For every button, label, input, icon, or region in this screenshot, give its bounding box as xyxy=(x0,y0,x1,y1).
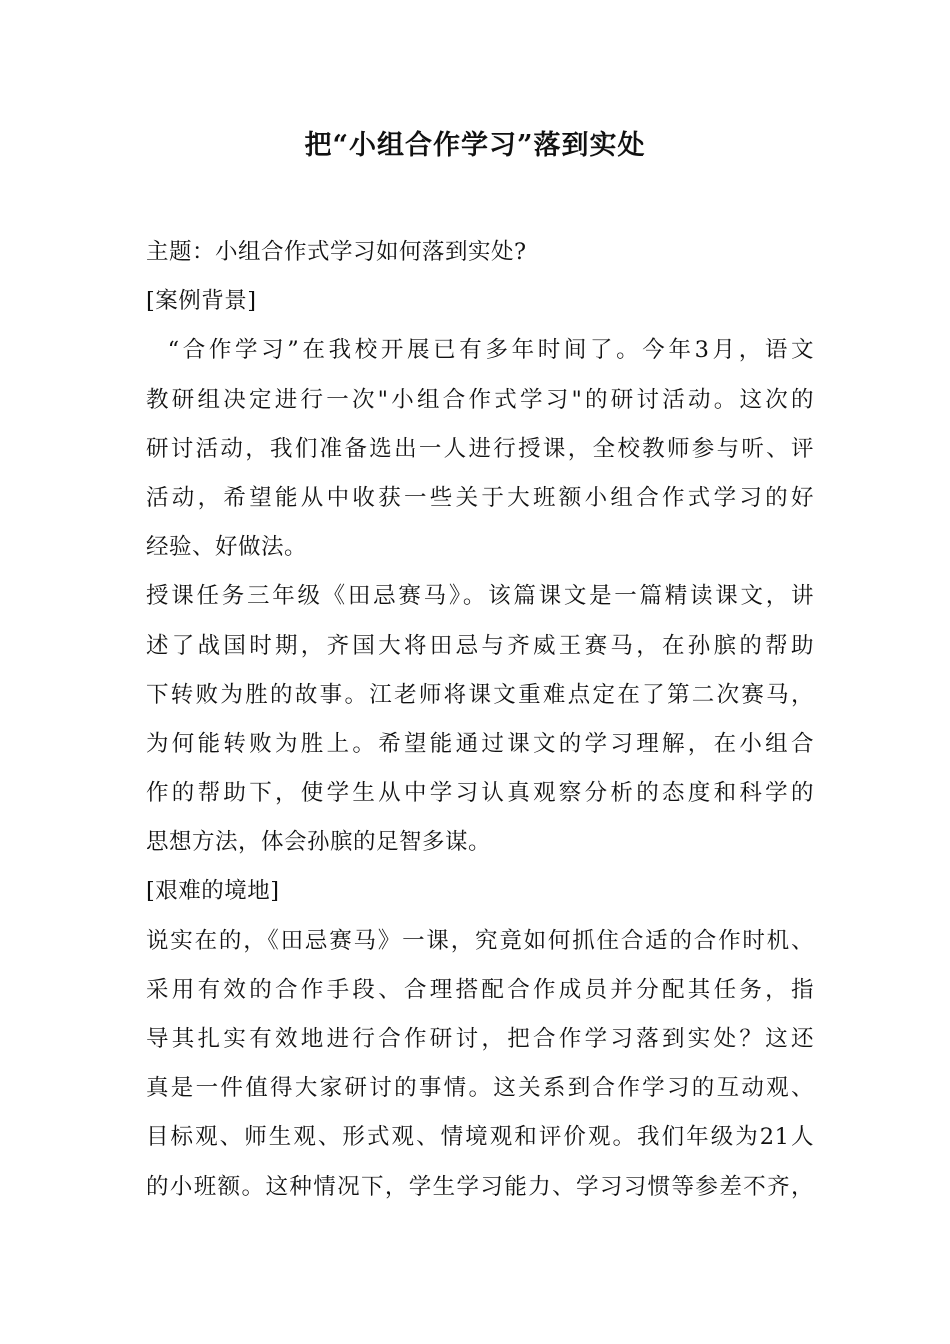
body-line: 的小班额。这种情况下，学生学习能力、学习习惯等参差不齐， xyxy=(146,1173,814,1200)
body-line: 经验、好做法。 xyxy=(146,534,308,561)
body-line: [艰难的境地] xyxy=(146,878,280,905)
body-line: 说实在的，《田忌赛马》一课，究竟如何抓住合适的合作时机、 xyxy=(146,927,814,954)
body-line: 作的帮助下，使学生从中学习认真观察分析的态度和科学的 xyxy=(146,780,814,807)
body-line: 真是一件值得大家研讨的事情。这关系到合作学习的互动观、 xyxy=(146,1075,814,1102)
body-line: 教研组决定进行一次"小组合作式学习"的研讨活动。这次的 xyxy=(146,386,814,413)
body-line: 述了战国时期，齐国大将田忌与齐威王赛马，在孙膑的帮助 xyxy=(146,632,814,659)
body-line: 采用有效的合作手段、合理搭配合作成员并分配其任务，指 xyxy=(146,976,814,1003)
body-line: 主题：小组合作式学习如何落到实处? xyxy=(146,239,527,265)
body-line: 导其扎实有效地进行合作研讨，把合作学习落到实处？这还 xyxy=(146,1026,814,1052)
body-line: [案例背景] xyxy=(146,288,257,315)
body-line: 活动，希望能从中收获一些关于大班额小组合作式学习的好 xyxy=(146,484,814,511)
document-title: 把“小组合作学习”落到实处 xyxy=(304,130,646,161)
body-line: 授课任务三年级《田忌赛马》。该篇课文是一篇精读课文，讲 xyxy=(146,583,814,610)
body-line: 为何能转败为胜上。希望能通过课文的学习理解，在小组合 xyxy=(146,730,814,757)
body-line: 研讨活动，我们准备选出一人进行授课，全校教师参与听、评 xyxy=(146,435,814,462)
body-line: “合作学习”在我校开展已有多年时间了。今年3月，语文 xyxy=(146,337,814,364)
body-line: 思想方法，体会孙膑的足智多谋。 xyxy=(146,829,492,856)
body-line: 下转败为胜的故事。江老师将课文重难点定在了第二次赛马， xyxy=(146,681,814,708)
body-line: 目标观、师生观、形式观、情境观和评价观。我们年级为21人 xyxy=(146,1124,814,1151)
document-body xyxy=(146,228,814,1212)
